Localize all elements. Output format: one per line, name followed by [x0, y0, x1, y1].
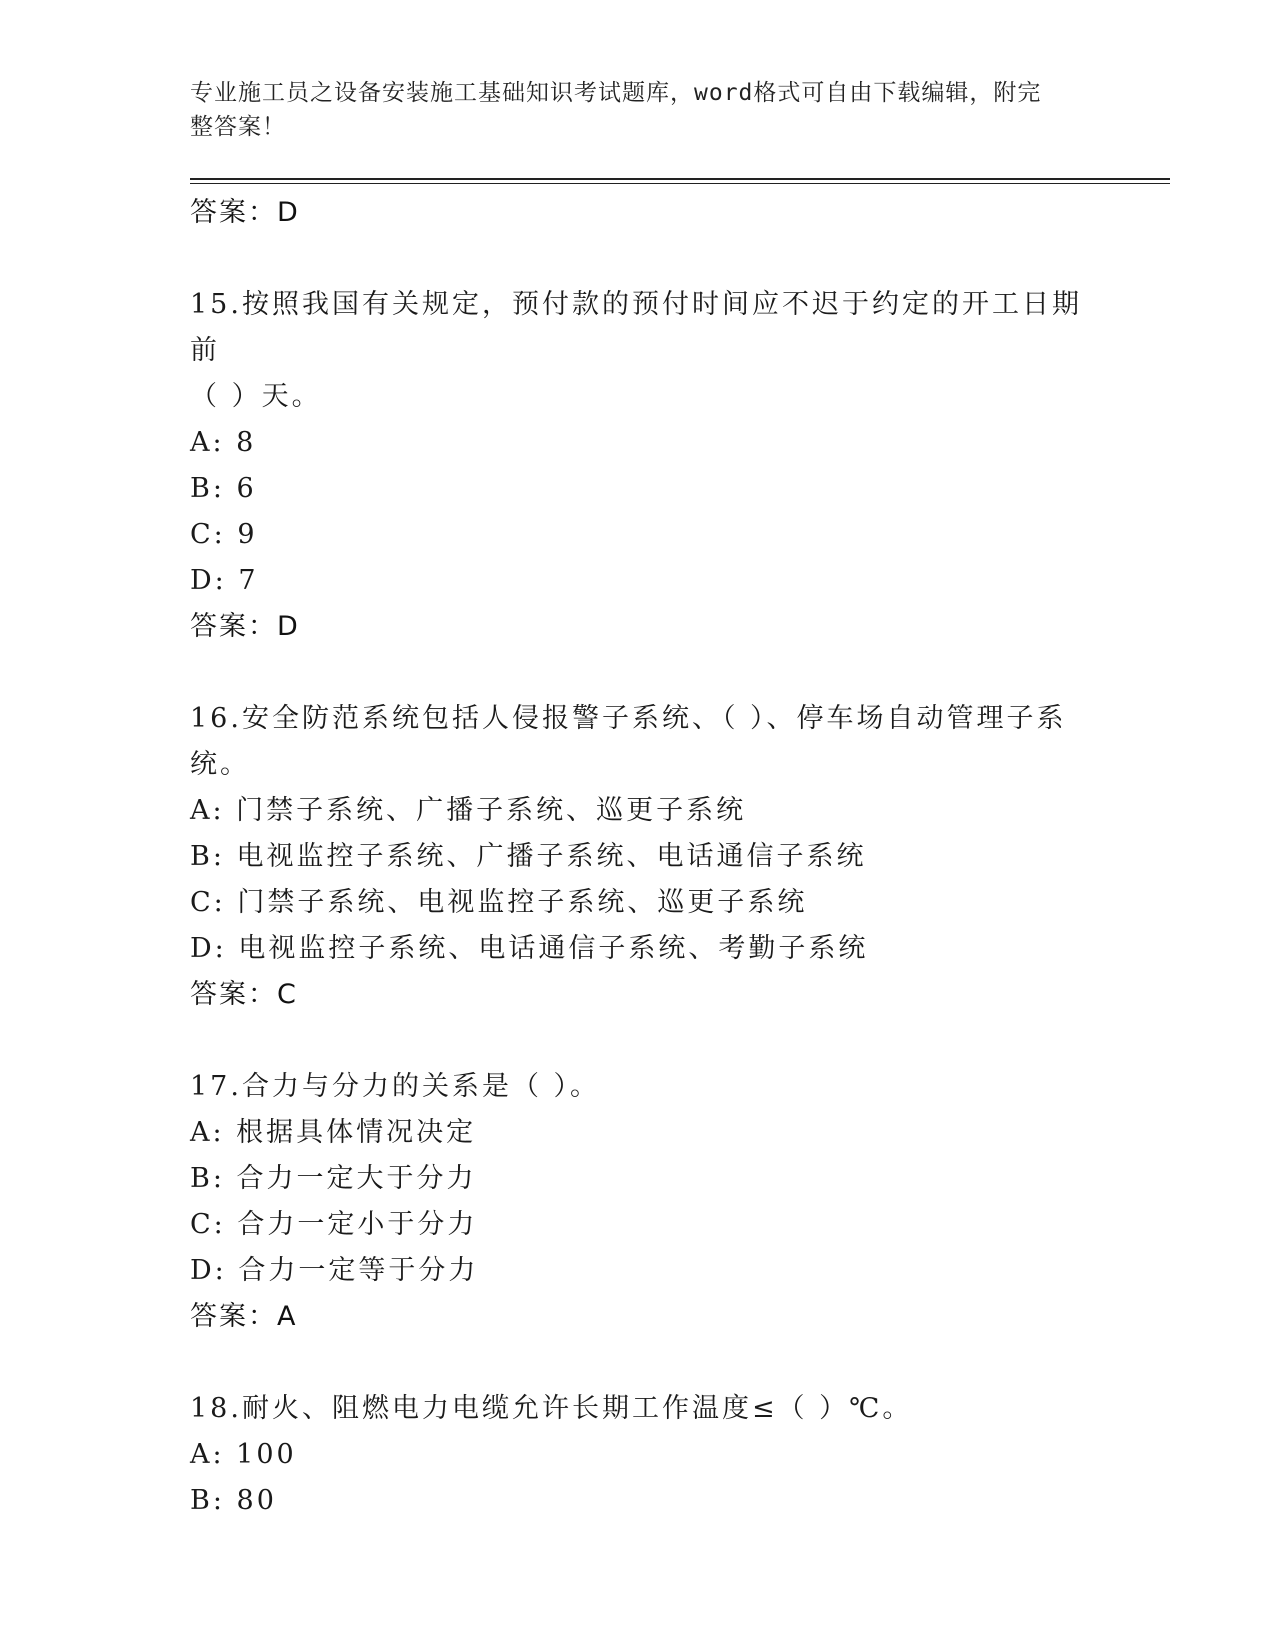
question-18 [190, 1386, 1090, 1524]
question-stem: 15.按照我国有关规定，预付款的预付时间应不迟于约定的开工日期前 [190, 289, 1082, 366]
answer: 答案：D [190, 611, 300, 642]
document-header [190, 76, 1070, 144]
option-b: B: 6 [190, 473, 257, 504]
option-a: A: 门禁子系统、广播子系统、巡更子系统 [190, 795, 747, 826]
header-line-1: 专业施工员之设备安装施工基础知识考试题库，word格式可自由下载编辑，附完 [190, 80, 1042, 106]
option-d: D: 合力一定等于分力 [190, 1255, 479, 1286]
question-stem: 16.安全防范系统包括人侵报警子系统、（ ）、停车场自动管理子系 [190, 703, 1067, 734]
option-b: B: 80 [190, 1485, 277, 1516]
option-b: B: 电视监控子系统、广播子系统、电话通信子系统 [190, 841, 867, 872]
option-a: A: 根据具体情况决定 [190, 1117, 477, 1148]
option-c: C: 门禁子系统、电视监控子系统、巡更子系统 [190, 887, 808, 918]
previous-answer: 答案：D [190, 197, 300, 228]
option-c: C: 9 [190, 519, 258, 550]
header-line-2: 整答案！ [190, 114, 286, 140]
question-17 [190, 1064, 1090, 1340]
option-d: D: 电视监控子系统、电话通信子系统、考勤子系统 [190, 933, 869, 964]
option-a: A: 8 [190, 427, 257, 458]
answer: 答案：C [190, 979, 298, 1010]
header-divider-thin [190, 183, 1170, 184]
option-a: A: 100 [190, 1439, 297, 1470]
option-b: B: 合力一定大于分力 [190, 1163, 477, 1194]
question-15 [190, 282, 1090, 650]
question-stem-continued: （ ）天。 [190, 381, 322, 412]
question-stem: 18.耐火、阻燃电力电缆允许长期工作温度≤（ ）℃。 [190, 1393, 913, 1424]
option-d: D: 7 [190, 565, 259, 596]
question-16 [190, 696, 1090, 1018]
option-c: C: 合力一定小于分力 [190, 1209, 478, 1240]
question-stem-continued: 统。 [190, 749, 250, 780]
question-stem: 17.合力与分力的关系是（ ）。 [190, 1071, 601, 1102]
header-divider-thick [190, 178, 1170, 180]
question-list [190, 190, 1090, 1524]
answer: 答案：A [190, 1301, 298, 1332]
